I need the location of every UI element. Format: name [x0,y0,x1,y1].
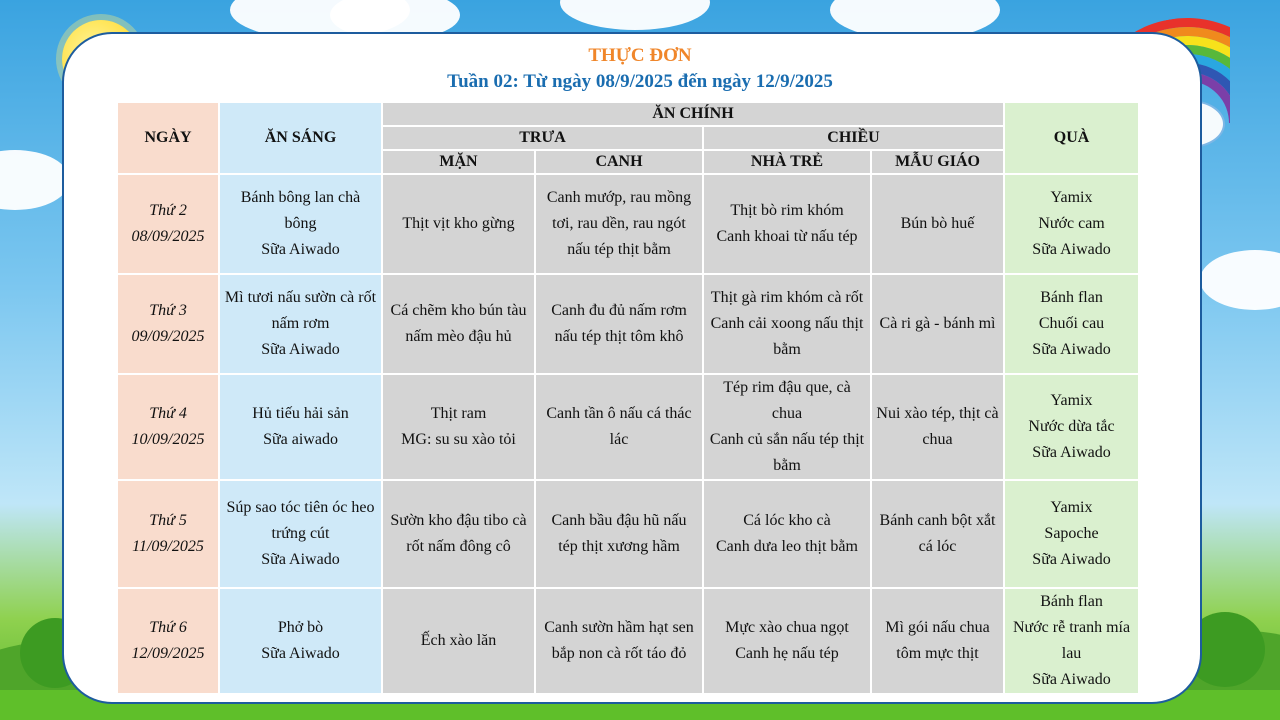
dish-line: Cà ri gà - bánh mì [879,315,996,332]
header-nursery: NHÀ TRẺ [703,150,871,174]
dish-line: Cá lóc kho cà [743,512,831,529]
kindergarten-cell [871,588,1004,694]
header-main-meal: ĂN CHÍNH [382,102,1004,126]
breakfast-cell [219,480,382,588]
dish-line: Sữa Aiwado [1032,241,1111,258]
soup-cell [535,274,703,374]
fruit-cell [1004,174,1139,274]
dish-line: Yamix [1050,499,1093,516]
fruit-cell [1004,374,1139,480]
table-row [117,374,1139,480]
breakfast-cell [219,274,382,374]
fruit-cell [1004,274,1139,374]
dish-line: Sữa aiwado [263,431,338,448]
soup-cell [535,174,703,274]
breakfast-cell [219,374,382,480]
dish-line: Nước cam [1038,215,1105,232]
header-day: NGÀY [117,102,219,174]
dish-line: Canh đu đủ nấm rơm nấu tép thịt tôm khô [551,302,687,345]
dish-line: Sữa Aiwado [1032,551,1111,568]
table-row [117,174,1139,274]
day-name: Thứ 2 [149,202,187,219]
header-lunch: TRƯA [382,126,703,150]
header-kindergarten: MẪU GIÁO [871,150,1004,174]
dish-line: Hủ tiếu hải sản [252,405,349,422]
soup-cell [535,480,703,588]
dish-line: Canh sườn hầm hạt sen bắp non cà rốt táo đỏ [544,619,694,662]
header-breakfast: ĂN SÁNG [219,102,382,174]
nursery-cell [703,174,871,274]
breakfast-cell [219,174,382,274]
dish-line: Phở bò [277,619,324,636]
header-afternoon: CHIỀU [703,126,1004,150]
cloud-icon [560,0,710,30]
salty-cell [382,374,535,480]
salty-cell [382,174,535,274]
kindergarten-cell [871,174,1004,274]
dish-line: Canh mướp, rau mồng tơi, rau dền, rau ngót nấu tép thịt bằm [546,189,692,258]
dish-line: Cá chẽm kho bún tàu nấm mèo đậu hủ [390,302,527,345]
day-date: 12/09/2025 [131,645,205,662]
kindergarten-cell [871,274,1004,374]
table-row [117,274,1139,374]
dish-line: Thịt bò rim khóm [730,202,844,219]
day-date: 09/09/2025 [131,328,205,345]
salty-cell [382,480,535,588]
nursery-cell [703,588,871,694]
dish-line: Bánh flan [1040,289,1103,306]
dish-line: Canh dưa leo thịt bằm [716,538,858,555]
menu-body [117,174,1139,694]
day-date: 08/09/2025 [131,228,205,245]
dish-line: Canh khoai từ nấu tép [716,228,858,245]
salty-cell [382,274,535,374]
dish-line: Tép rim đậu que, cà chua [723,379,851,422]
day-cell [117,274,219,374]
dish-line: Canh bầu đậu hũ nấu tép thịt xương hầm [551,512,687,555]
day-name: Thứ 5 [149,512,187,529]
day-date: 10/09/2025 [131,431,205,448]
dish-line: Sườn kho đậu tibo cà rốt nấm đông cô [390,512,527,555]
dish-line: Sữa Aiwado [261,551,340,568]
kindergarten-cell [871,374,1004,480]
dish-line: Nước dừa tắc [1028,418,1115,435]
dish-line: Yamix [1050,189,1093,206]
dish-line: Ếch xào lăn [420,632,497,649]
dish-line: Sữa Aiwado [261,341,340,358]
dish-line: Sữa Aiwado [1032,444,1111,461]
dish-line: Canh tần ô nấu cá thác lác [546,405,692,448]
dish-line: Canh củ sắn nấu tép thịt bằm [709,431,865,474]
dish-line: Yamix [1050,392,1093,409]
nursery-cell [703,374,871,480]
salty-cell [382,588,535,694]
cloud-icon [1200,250,1280,310]
dish-line: Sapoche [1044,525,1099,542]
page-subtitle: Tuần 02: Từ ngày 08/9/2025 đến ngày 12/9/2025 [447,71,833,92]
nursery-cell [703,480,871,588]
dish-line: Bún bò huế [900,215,975,232]
fruit-cell [1004,588,1139,694]
soup-cell [535,374,703,480]
dish-line: Thịt ram [430,405,487,422]
cloud-icon [0,150,70,210]
day-cell [117,480,219,588]
day-name: Thứ 6 [149,619,187,636]
header-fruit: QUÀ [1004,102,1139,174]
dish-line: Chuối cau [1038,315,1105,332]
day-cell [117,588,219,694]
kindergarten-cell [871,480,1004,588]
day-cell [117,374,219,480]
dish-line: Nui xào tép, thịt cà chua [876,405,999,448]
dish-line: Sữa Aiwado [1032,671,1111,688]
fruit-cell [1004,480,1139,588]
nursery-cell [703,274,871,374]
dish-line: Bánh bông lan chà bông [240,189,361,232]
menu-table [116,101,1140,695]
dish-line: Thịt gà rim khóm cà rốt [710,289,864,306]
table-row [117,480,1139,588]
dish-line: Canh hẹ nấu tép [735,645,839,662]
dish-line: Canh cải xoong nấu thịt bằm [710,315,864,358]
header-soup: CANH [535,150,703,174]
dish-line: Mực xào chua ngọt [725,619,849,636]
dish-line: Thịt vịt kho gừng [402,215,515,232]
dish-line: Sữa Aiwado [1032,341,1111,358]
day-cell [117,174,219,274]
day-name: Thứ 3 [149,302,187,319]
day-name: Thứ 4 [149,405,187,422]
dish-line: Nước rễ tranh mía lau [1012,619,1131,662]
breakfast-cell [219,588,382,694]
dish-line: Bánh canh bột xắt cá lóc [879,512,996,555]
header-salty: MẶN [382,150,535,174]
dish-line: Mì gói nấu chua tôm mực thịt [885,619,990,662]
soup-cell [535,588,703,694]
dish-line: Bánh flan [1040,593,1103,610]
dish-line: Sữa Aiwado [261,241,340,258]
table-row [117,588,1139,694]
dish-line: Mì tươi nấu sườn cà rốt nấm rơm [224,289,377,332]
day-date: 11/09/2025 [132,538,204,555]
dish-line: Sữa Aiwado [261,645,340,662]
dish-line: Súp sao tóc tiên óc heo trứng cút [226,499,375,542]
dish-line: MG: su su xào tỏi [401,431,516,448]
page-title: THỰC ĐƠN [588,45,692,66]
